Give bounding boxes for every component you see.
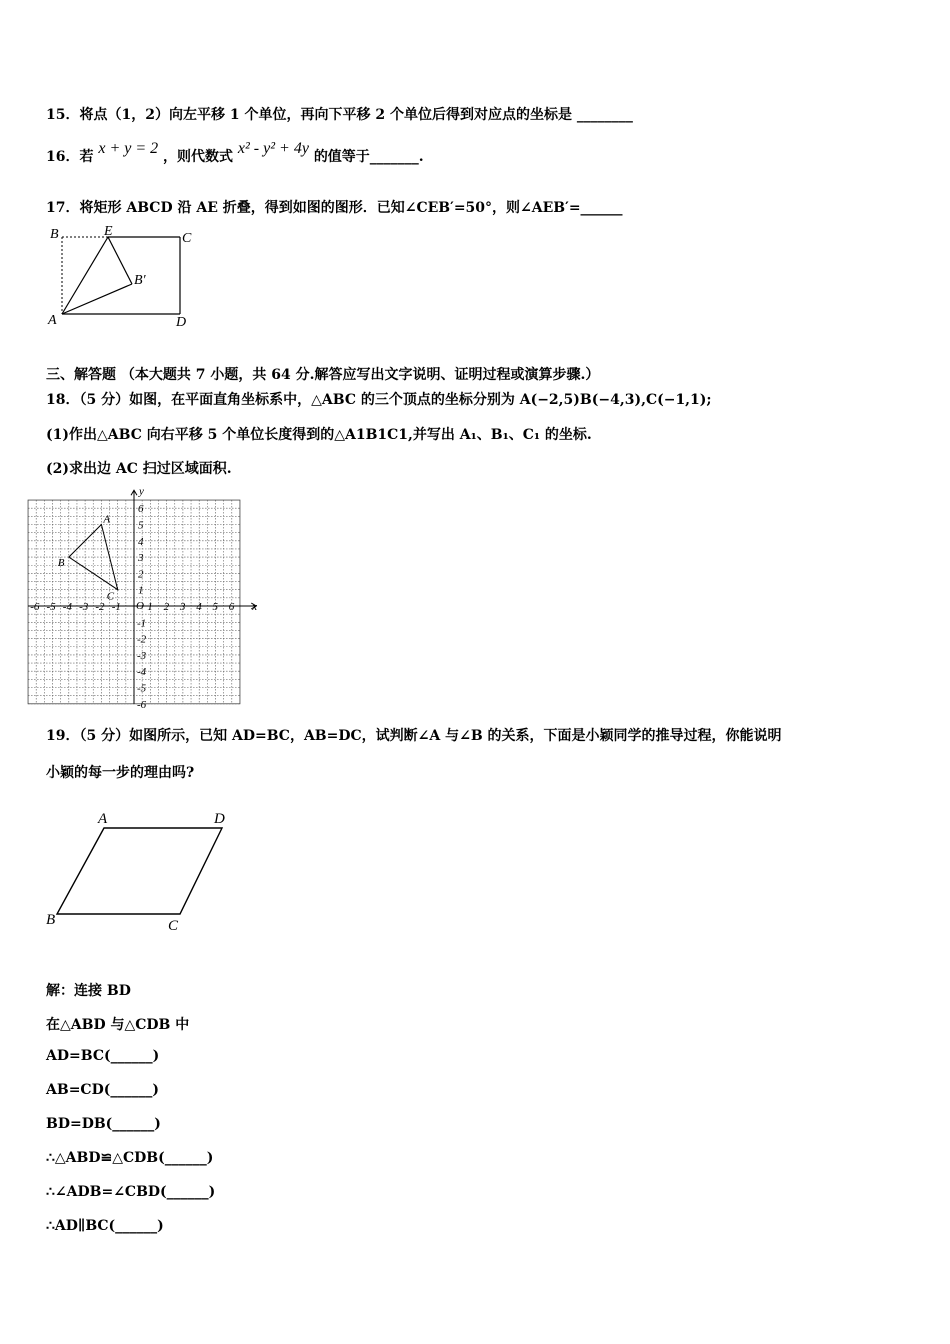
y-tick-label: -5 [137, 682, 147, 695]
edge-eb-prime [108, 237, 132, 284]
x-tick-label: 3 [179, 601, 186, 613]
x-tick-label: -4 [62, 601, 72, 613]
question-19-line2: 小颖的每一步的理由吗? [46, 765, 195, 781]
proof-step-5: BD=DB(______) [46, 1116, 161, 1132]
coordinate-grid-figure [30, 485, 268, 711]
proof-step-6: ∴△ABD≌△CDB(______) [46, 1150, 214, 1166]
proof-step-7: ∴∠ADB=∠CBD(______) [46, 1184, 216, 1200]
y-tick-label: -1 [137, 617, 147, 630]
label-d: D [214, 811, 225, 827]
question-19-line1: 19．（5 分）如图所示，已知 AD=BC，AB=DC，试判断∠A 与∠B 的关系，下面是小颖同学的推导过程，你能说明 [46, 728, 782, 744]
label-b: B [50, 227, 59, 242]
label-d: D [176, 315, 187, 330]
y-tick-label: 4 [138, 535, 144, 548]
x-tick-label: 4 [196, 601, 202, 613]
x-tick-label: 1 [147, 601, 153, 613]
question-18-line2: (1)作出△ABC 向右平移 5 个单位长度得到的△A1B1C1,并写出 A₁、B₁、C₁ 的坐标. [46, 427, 592, 443]
x-tick-label: -6 [30, 601, 40, 613]
point-a-label: A [103, 513, 111, 526]
point-b-label: B [57, 557, 65, 570]
q16-prefix: 16．若 [46, 149, 94, 165]
parallelogram-figure [42, 806, 242, 936]
label-c: C [182, 231, 192, 246]
y-tick-label: 5 [138, 519, 144, 532]
point-c-label: C [106, 590, 115, 603]
proof-step-1: 解：连接 BD [46, 983, 131, 999]
y-tick-label: -6 [137, 698, 147, 711]
q16-suffix: 的值等于_______. [313, 149, 424, 165]
origin-label: O [136, 600, 144, 612]
y-tick-label: 1 [138, 584, 144, 597]
question-18-line1: 18．（5 分）如图，在平面直角坐标系中，△ABC 的三个顶点的坐标分别为 A(−2,5)B(−4,3),C(−1,1); [46, 392, 712, 408]
fold-line-ae [62, 237, 108, 314]
question-16 [46, 140, 424, 166]
section-3-heading: 三、解答题 （本大题共 7 小题，共 64 分.解答应写出文字说明、证明过程或演算步骤.） [46, 367, 600, 383]
label-b-prime: B′ [134, 273, 146, 288]
proof-step-3: AD=BC(______) [46, 1048, 160, 1064]
x-axis-label: x [252, 601, 258, 613]
x-tick-label: 2 [163, 601, 170, 613]
proof-step-8: ∴AD∥BC(______) [46, 1218, 164, 1234]
y-tick-label: 2 [138, 568, 144, 581]
q16-mid: ，则代数式 [163, 149, 234, 165]
q16-expression: x² - y² + 4y [237, 140, 309, 157]
y-tick-label: 6 [138, 503, 144, 516]
y-axis-label: y [139, 485, 144, 498]
x-tick-label: -5 [46, 601, 56, 613]
question-15: 15．将点（1，2）向左平移 1 个单位，再向下平移 2 个单位后得到对应点的坐标是 ________ [46, 107, 633, 123]
y-tick-label: -2 [137, 633, 147, 646]
label-a: A [98, 811, 108, 827]
question-18-line3: (2)求出边 AC 扫过区域面积. [46, 461, 232, 477]
x-tick-label: 6 [228, 601, 235, 613]
label-a: A [48, 313, 57, 328]
parallelogram-abcd [57, 828, 222, 914]
x-tick-label: -2 [95, 601, 105, 613]
x-tick-label: -1 [111, 601, 121, 613]
label-c: C [168, 918, 179, 934]
proof-step-2: 在△ABD 与△CDB 中 [46, 1017, 190, 1033]
label-b: B [46, 912, 56, 928]
proof-step-4: AB=CD(______) [46, 1082, 159, 1098]
y-tick-label: -4 [137, 666, 147, 679]
q16-condition: x + y = 2 [98, 140, 159, 157]
y-tick-label: 3 [138, 552, 144, 565]
x-tick-label: -3 [79, 601, 89, 613]
fold-rectangle-figure [44, 224, 204, 332]
edge-ab-prime [62, 284, 132, 314]
question-17: 17．将矩形 ABCD 沿 AE 折叠，得到如图的图形．已知∠CEB′=50°，则∠AEB′=______ [46, 200, 623, 216]
label-e: E [104, 224, 113, 239]
x-tick-label: 5 [212, 601, 218, 613]
y-tick-label: -3 [137, 649, 147, 662]
